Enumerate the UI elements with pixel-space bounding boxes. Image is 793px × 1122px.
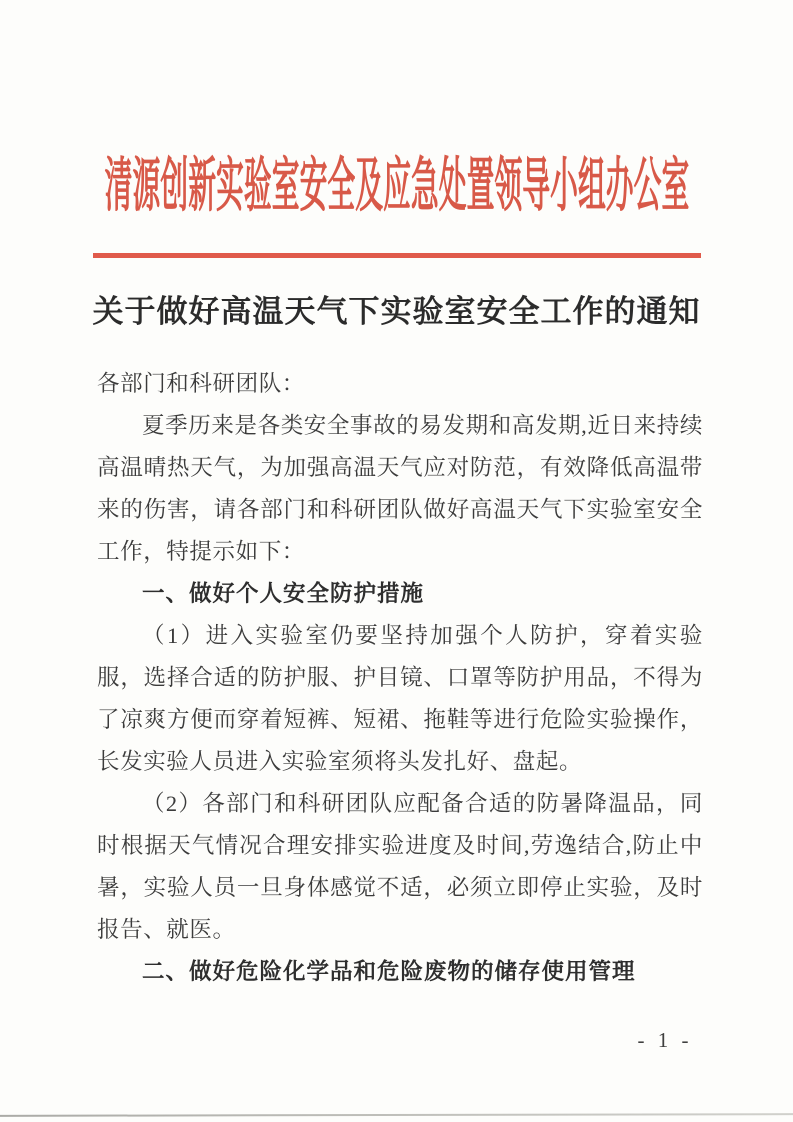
body-paragraph: （1）进入实验室仍要坚持加强个人防护，穿着实验服，选择合适的防护服、护目镜、口罩等防护用品，不得为了凉爽方便而穿着短裤、短裙、拖鞋等进行危险实验操作，长发实验人员进入实验室须将头发扎好、盘起。 bbox=[97, 623, 703, 774]
page-number: - 1 - bbox=[637, 1028, 693, 1052]
body-heading: 一、做好个人安全防护措施 bbox=[142, 581, 425, 606]
body-paragraph: 夏季历来是各类安全事故的易发期和高发期,近日来持续高温晴热天气，为加强高温天气应对防范，有效降低高温带来的伤害，请各部门和科研团队做好高温天气下实验室安全工作，特提示如下： bbox=[97, 413, 703, 564]
document-title: 关于做好高温天气下实验室安全工作的通知 bbox=[92, 294, 701, 329]
letterhead-divider-line bbox=[93, 253, 701, 258]
body-paragraph: （2）各部门和科研团队应配备合适的防暑降温品，同时根据天气情况合理安排实验进度及时间,劳逸结合,防止中暑，实验人员一旦身体感觉不适，必须立即停止实验，及时报告、就医。 bbox=[97, 791, 703, 942]
document-body bbox=[97, 363, 703, 993]
body-heading: 二、做好危险化学品和危险废物的储存使用管理 bbox=[142, 959, 636, 984]
scan-edge-artifact bbox=[0, 1113, 793, 1117]
body-salutation: 各部门和科研团队： bbox=[97, 371, 305, 396]
letterhead-org-name: 清源创新实验室安全及应急处置领导小组办公室 bbox=[104, 152, 689, 219]
letterhead bbox=[0, 140, 793, 220]
